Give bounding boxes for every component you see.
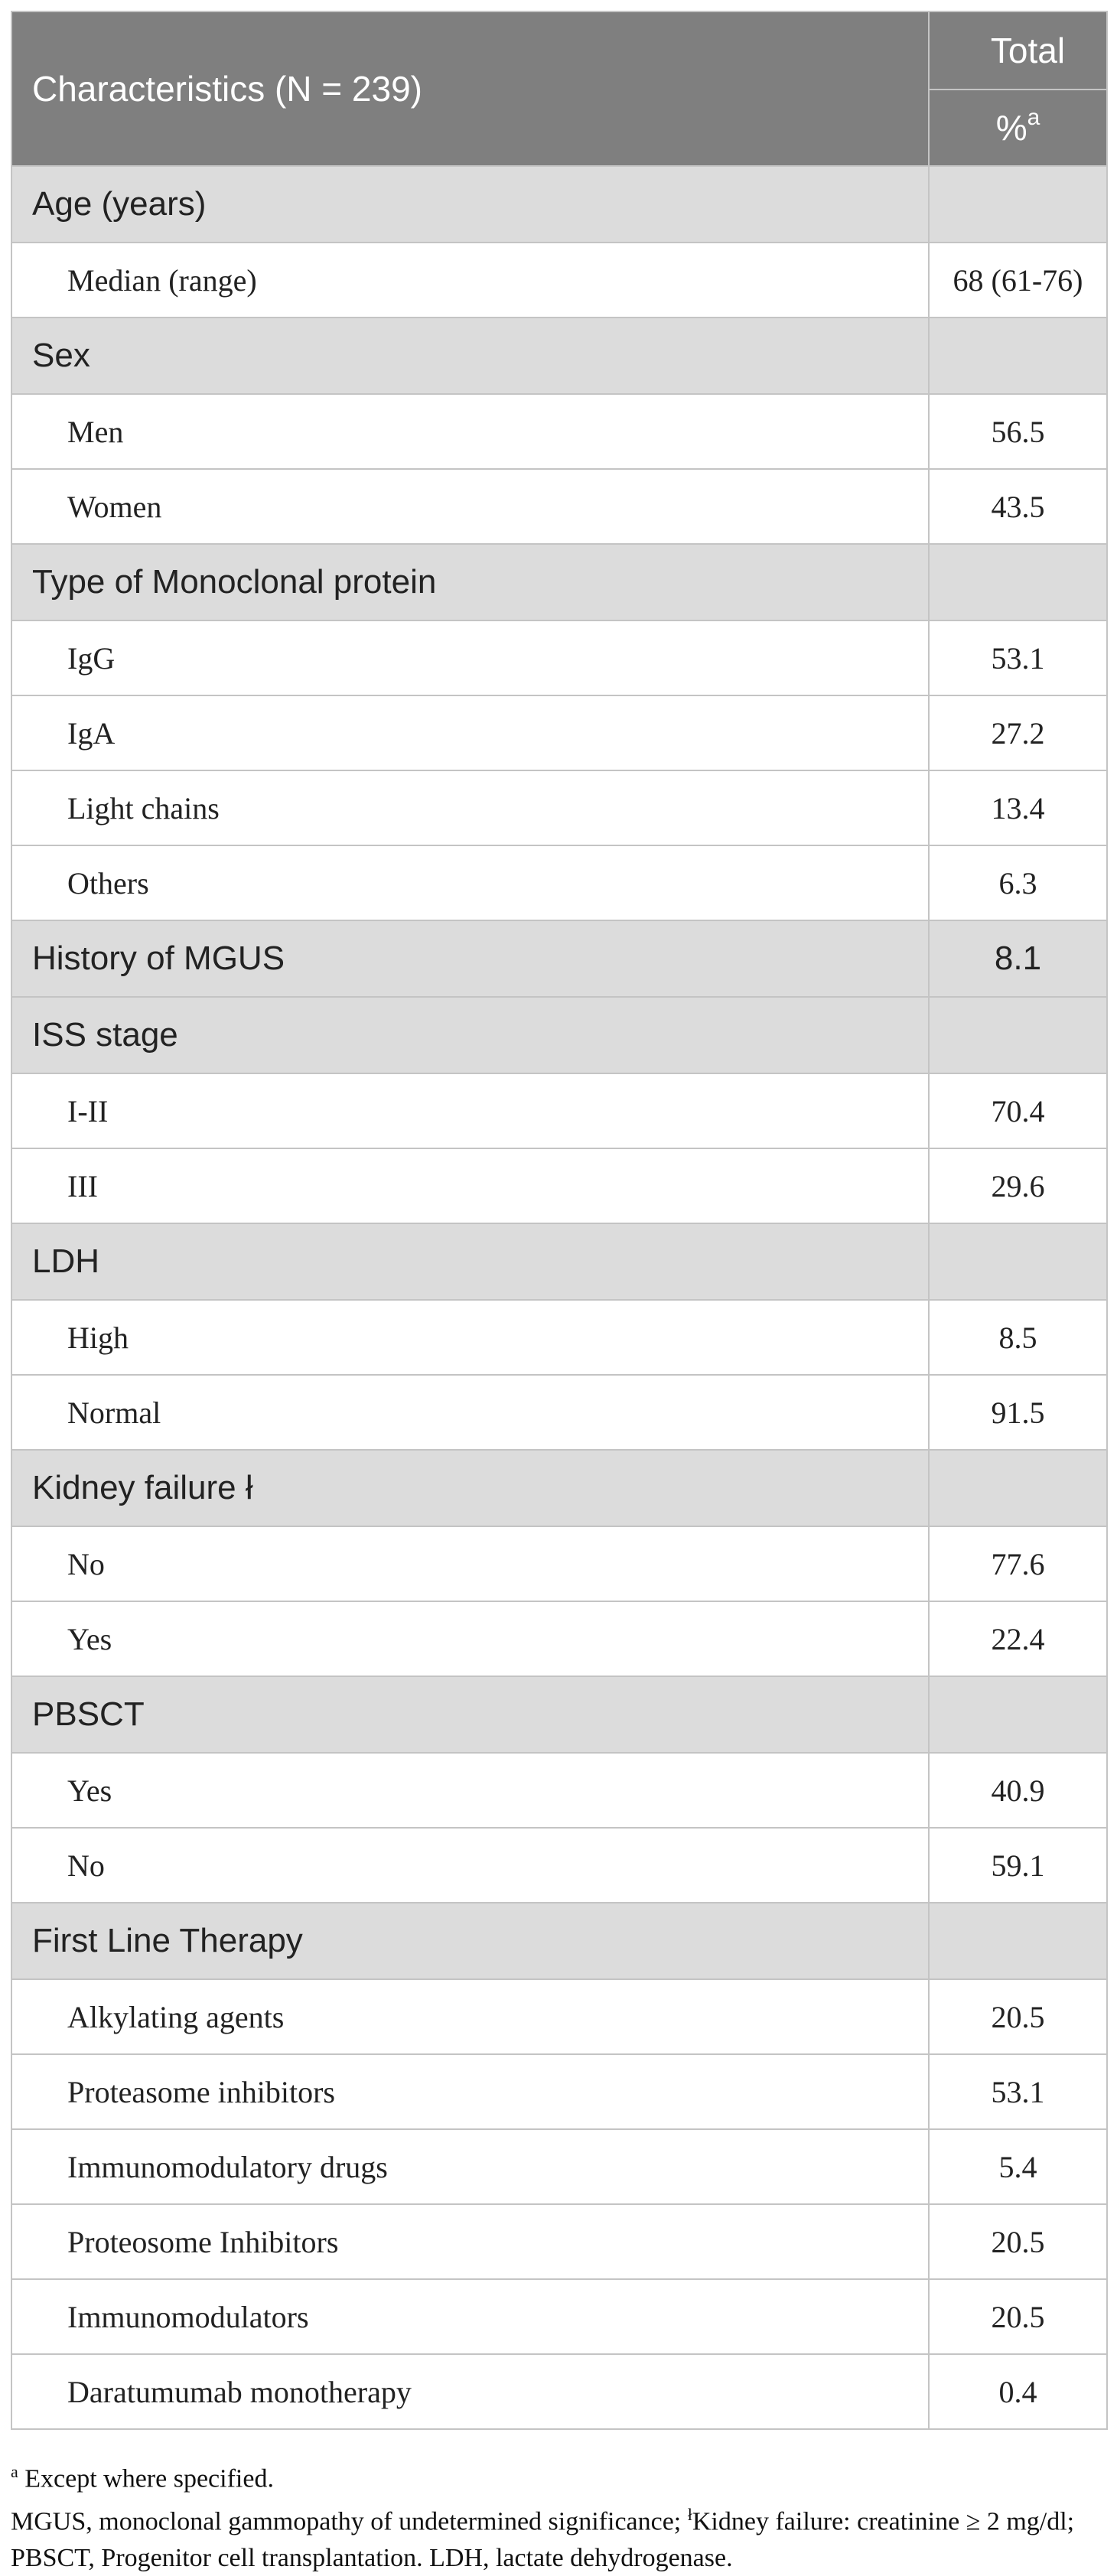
characteristics-table <box>11 11 1108 2430</box>
table-row <box>11 2204 1107 2279</box>
row-value: 56.5 <box>929 394 1107 469</box>
section-row <box>11 544 1107 620</box>
row-label: Immunomodulators <box>11 2279 929 2354</box>
table-row <box>11 2054 1107 2129</box>
row-label: No <box>11 1828 929 1903</box>
row-value: 13.4 <box>929 770 1107 845</box>
header-characteristics: Characteristics (N = 239) <box>11 11 929 166</box>
section-value <box>929 1676 1107 1753</box>
row-value: 6.3 <box>929 845 1107 920</box>
row-label: IgG <box>11 620 929 695</box>
row-label: Proteosome Inhibitors <box>11 2204 929 2279</box>
table-row <box>11 1979 1107 2054</box>
table-row <box>11 770 1107 845</box>
row-value: 40.9 <box>929 1753 1107 1828</box>
table-row <box>11 1300 1107 1375</box>
header-row <box>11 11 1107 90</box>
footnote-a: $^a$ Except where specified. <box>11 2462 274 2493</box>
row-value: 5.4 <box>929 2129 1107 2204</box>
row-label: Daratumumab monotherapy <box>11 2354 929 2429</box>
row-label: Proteasome inhibitors <box>11 2054 929 2129</box>
table-row <box>11 1375 1107 1450</box>
table-row <box>11 1073 1107 1148</box>
section-value <box>929 997 1107 1073</box>
row-value: 43.5 <box>929 469 1107 544</box>
table-row <box>11 469 1107 544</box>
row-value: 20.5 <box>929 2279 1107 2354</box>
section-label: Type of Monoclonal protein <box>11 544 929 620</box>
row-label: Yes <box>11 1753 929 1828</box>
row-value: 8.5 <box>929 1300 1107 1375</box>
section-label: First Line Therapy <box>11 1903 929 1979</box>
section-label: Kidney failure ł <box>11 1450 929 1526</box>
row-value: 77.6 <box>929 1526 1107 1601</box>
footnote-abbreviations-cont: PBSCT, Progenitor cell transplantation. LDH, lactate dehydrogenase. <box>11 2543 733 2572</box>
section-label: History of MGUS <box>11 920 929 997</box>
characteristics-table-container <box>11 11 1106 2430</box>
row-value: 53.1 <box>929 2054 1107 2129</box>
section-label: LDH <box>11 1223 929 1300</box>
row-value: 20.5 <box>929 1979 1107 2054</box>
row-value: 0.4 <box>929 2354 1107 2429</box>
row-label: Light chains <box>11 770 929 845</box>
section-row <box>11 318 1107 394</box>
row-value: 59.1 <box>929 1828 1107 1903</box>
table-row <box>11 620 1107 695</box>
row-label: III <box>11 1148 929 1223</box>
table-row <box>11 2354 1107 2429</box>
section-row <box>11 1223 1107 1300</box>
table-row <box>11 2279 1107 2354</box>
row-value: 70.4 <box>929 1073 1107 1148</box>
row-value: 68 (61-76) <box>929 243 1107 318</box>
section-label: Sex <box>11 318 929 394</box>
section-label: PBSCT <box>11 1676 929 1753</box>
row-label: Yes <box>11 1601 929 1676</box>
section-row <box>11 1903 1107 1979</box>
row-value: 20.5 <box>929 2204 1107 2279</box>
section-label: Age (years) <box>11 166 929 243</box>
table-row <box>11 1828 1107 1903</box>
row-label: Median (range) <box>11 243 929 318</box>
footnote-abbreviations: MGUS, monoclonal gammopathy of undetermined significance; $^ł$Kidney failure: creatinine ≥ 2 mg/dl; <box>11 2505 1075 2536</box>
section-value <box>929 166 1107 243</box>
row-value: 53.1 <box>929 620 1107 695</box>
section-value <box>929 1903 1107 1979</box>
section-value <box>929 544 1107 620</box>
row-label: Others <box>11 845 929 920</box>
row-label: High <box>11 1300 929 1375</box>
row-label: Immunomodulatory drugs <box>11 2129 929 2204</box>
table-row <box>11 845 1107 920</box>
table-body <box>11 166 1107 2429</box>
section-row <box>11 997 1107 1073</box>
section-value <box>929 1450 1107 1526</box>
table-row <box>11 394 1107 469</box>
table-row <box>11 2129 1107 2204</box>
row-label: Alkylating agents <box>11 1979 929 2054</box>
table-footnotes <box>11 2454 1106 2576</box>
table-row <box>11 1753 1107 1828</box>
row-label: Normal <box>11 1375 929 1450</box>
section-value <box>929 1223 1107 1300</box>
row-value: 22.4 <box>929 1601 1107 1676</box>
table-row <box>11 1601 1107 1676</box>
section-row <box>11 1450 1107 1526</box>
header-total: Total <box>929 11 1107 90</box>
section-row <box>11 1676 1107 1753</box>
table-row <box>11 695 1107 770</box>
section-row <box>11 920 1107 997</box>
row-label: I-II <box>11 1073 929 1148</box>
section-label: ISS stage <box>11 997 929 1073</box>
header-percent: %$^a$ <box>929 90 1107 166</box>
section-row <box>11 166 1107 243</box>
table-row <box>11 1148 1107 1223</box>
section-value: 8.1 <box>929 920 1107 997</box>
row-label: Men <box>11 394 929 469</box>
row-value: 27.2 <box>929 695 1107 770</box>
row-value: 91.5 <box>929 1375 1107 1450</box>
row-label: IgA <box>11 695 929 770</box>
table-row <box>11 243 1107 318</box>
table-row <box>11 1526 1107 1601</box>
row-value: 29.6 <box>929 1148 1107 1223</box>
row-label: Women <box>11 469 929 544</box>
section-value <box>929 318 1107 394</box>
row-label: No <box>11 1526 929 1601</box>
